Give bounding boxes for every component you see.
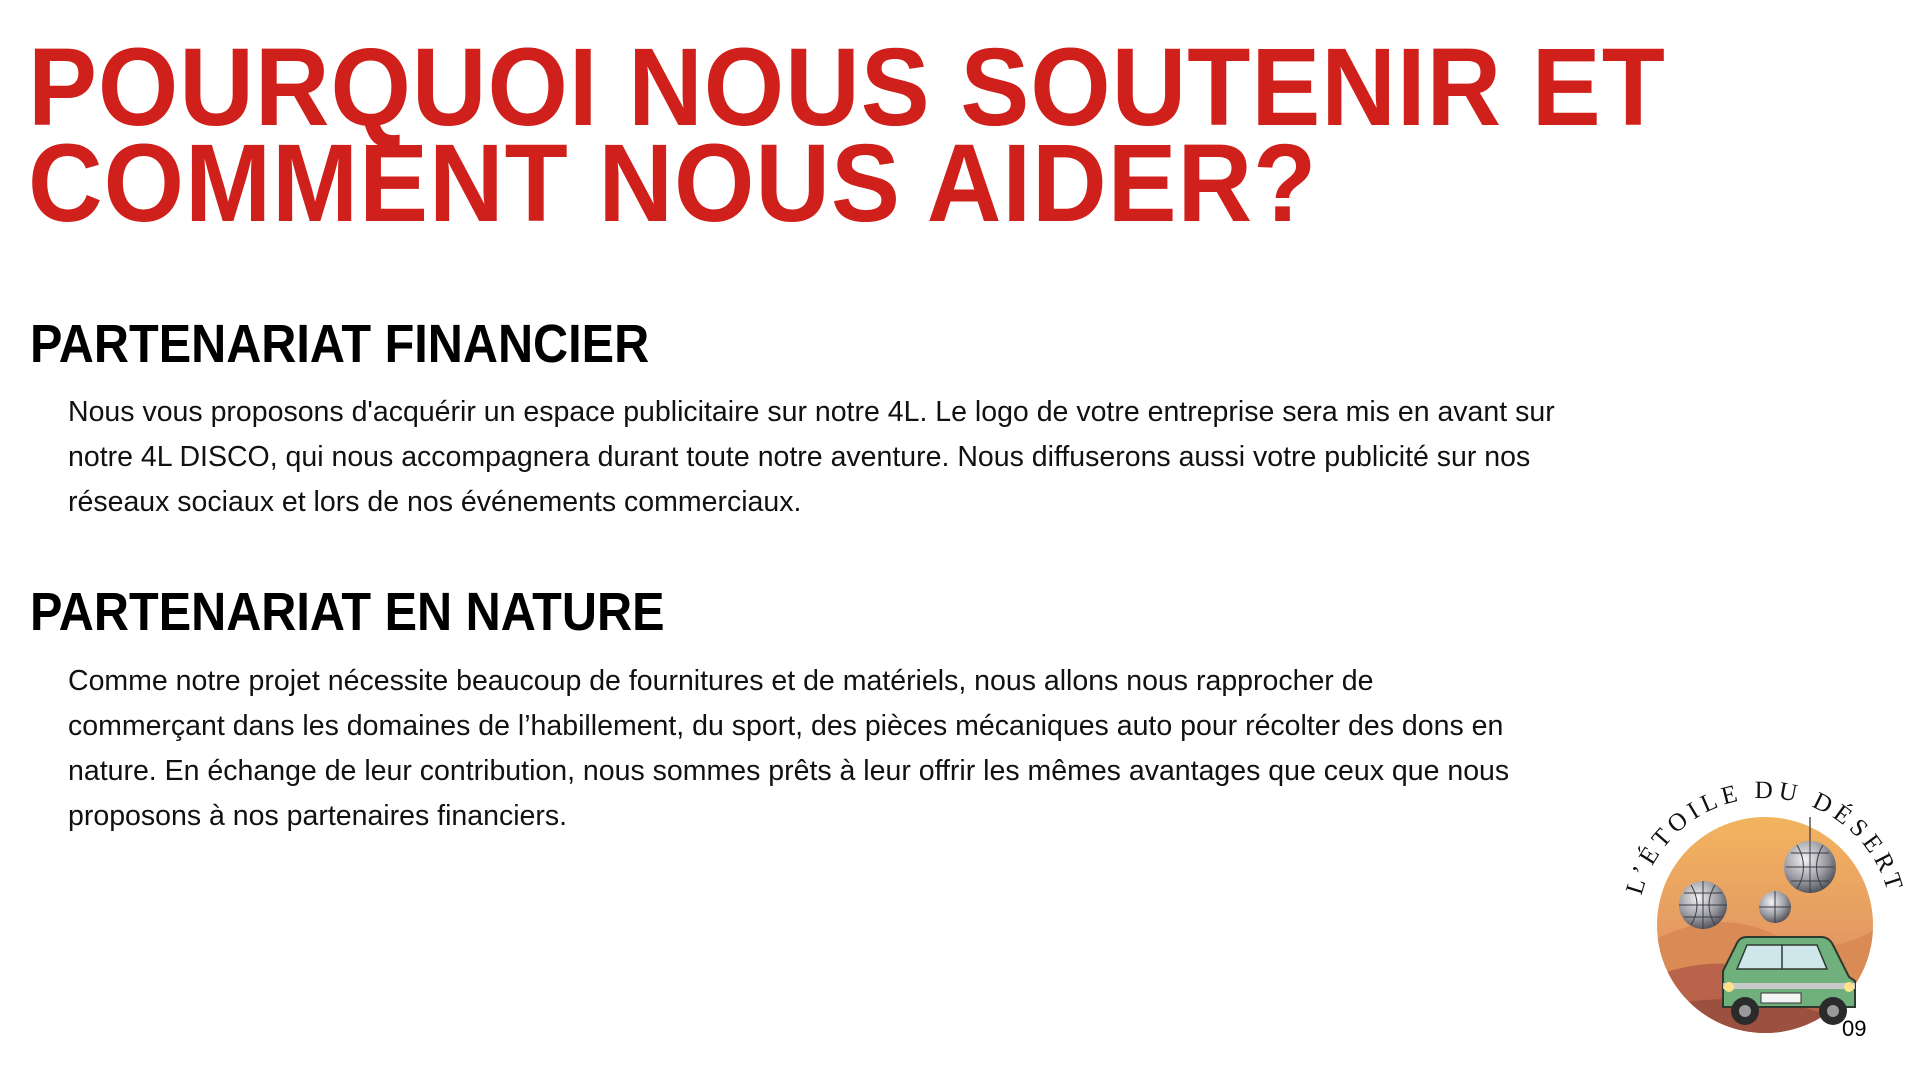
section-heading-financial: PARTENARIAT FINANCIER <box>30 314 650 374</box>
body-line: commerçant dans les domaines de l’habillement, du sport, des pièces mécaniques auto pour récolter des dons en <box>68 710 1504 742</box>
body-line: Comme notre projet nécessite beaucoup de fournitures et de matériels, nous allons nous rapprocher de <box>68 665 1374 697</box>
disco-ball-icon <box>1679 881 1727 929</box>
page-title-line-2: COMMENT NOUS AIDER? <box>28 122 1318 245</box>
page-title-line-1: POURQUOI NOUS SOUTENIR ET <box>28 26 1666 149</box>
body-line: réseaux sociaux et lors de nos événements commerciaux. <box>68 486 802 518</box>
page-number: 09 <box>1842 1016 1867 1041</box>
etoile-du-desert-logo <box>1605 755 1920 1055</box>
body-line: Nous vous proposons d'acquérir un espace publicitaire sur notre 4L. Le logo de votre entreprise sera mis en avant sur <box>68 396 1555 428</box>
section-body-financial <box>68 390 1748 525</box>
disco-ball-icon <box>1759 891 1791 923</box>
body-line: proposons à nos partenaires financiers. <box>68 800 568 832</box>
section-body-in-kind <box>68 659 1748 839</box>
logo-arc-text: L’ÉTOILE DU DÉSERT <box>1621 776 1909 898</box>
section-heading-in-kind: PARTENARIAT EN NATURE <box>30 582 665 642</box>
body-line: nature. En échange de leur contribution, nous sommes prêts à leur offrir les mêmes avantages que ceux que nous <box>68 755 1510 787</box>
page-title <box>28 26 1666 245</box>
body-line: notre 4L DISCO, qui nous accompagnera durant toute notre aventure. Nous diffuserons aussi votre publicité sur nos <box>68 441 1531 473</box>
disco-car-desert-logo-icon <box>1605 755 1920 1055</box>
